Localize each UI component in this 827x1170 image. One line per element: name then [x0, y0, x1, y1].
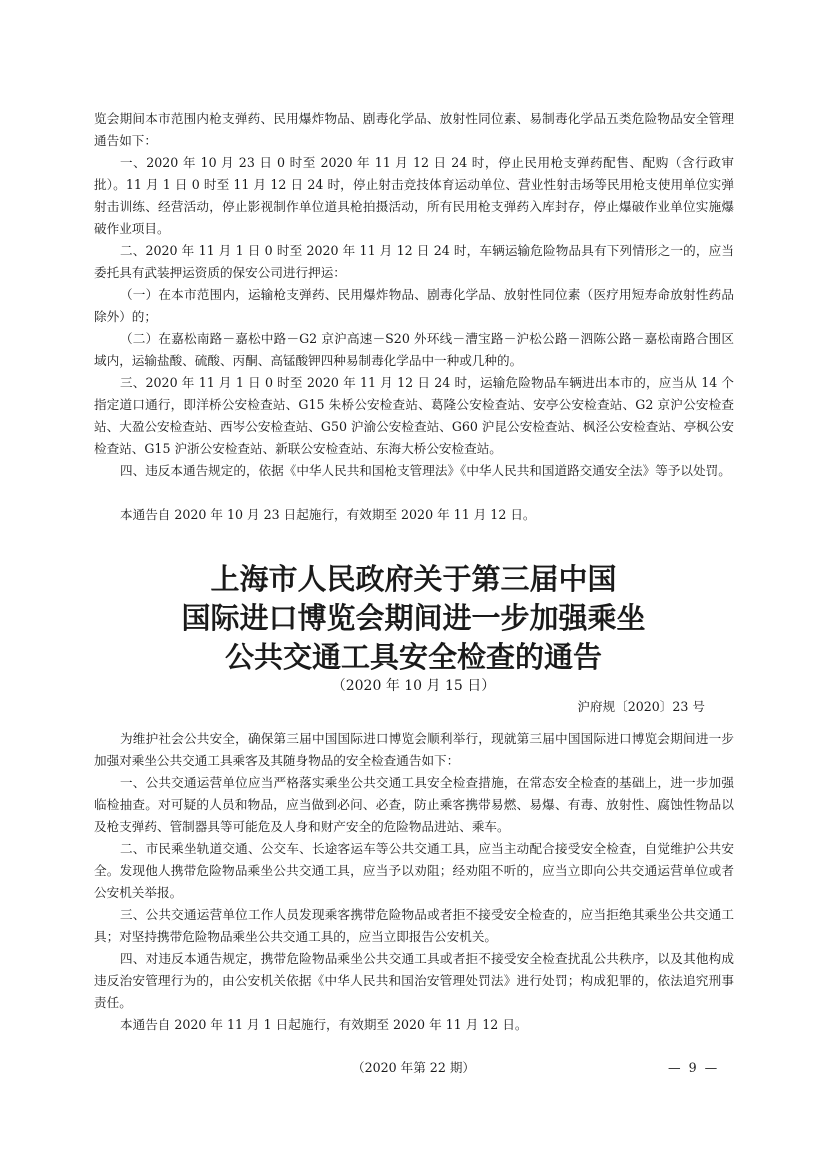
notice-item-3: 三、公共交通运营单位工作人员发现乘客携带危险物品或者拒不接受安全检查的，应当拒绝其乘坐公共交通工具；对坚持携带危险物品乘坐公共交通工具的，应当立即报告公安机关。: [94, 907, 734, 944]
prev-notice-effective: 本通告自 2020 年 10 月 23 日起施行，有效期至 2020 年 11 月 12 日。: [120, 507, 536, 522]
notice-item-4: 四、对违反本通告规定，携带危险物品乘坐公共交通工具或者拒不接受安全检查扰乱公共秩序，以及其他构成违反治安管理行为的，由公安机关依据《中华人民共和国治安管理处罚法》进行处罚；构成犯罪的，依法追究刑事责任。: [94, 951, 734, 1010]
prev-notice-intro: 览会期间本市范围内枪支弹药、民用爆炸物品、剧毒化学品、放射性同位素、易制毒化学品五类危险物品安全管理通告如下：: [94, 111, 734, 148]
prev-notice-item-4: 四、违反本通告规定的，依据《中华人民共和国枪支管理法》《中华人民共和国道路交通安全法》等予以处罚。: [120, 463, 731, 478]
notice-document-number: 沪府规〔2020〕23 号: [577, 699, 705, 714]
prev-notice-item-2: 二、2020 年 11 月 1 日 0 时至 2020 年 11 月 12 日 24 时，车辆运输危险物品具有下列情形之一的，应当委托具有武装押运资质的保安公司进行押运：: [94, 243, 734, 280]
notice-item-1: 一、公共交通运营单位应当严格落实乘坐公共交通工具安全检查措施，在常态安全检查的基础上，进一步加强临检抽查。对可疑的人员和物品，应当做到必问、必查，防止乘客携带易燃、易爆、有毒、放射性、腐蚀性物品以及枪支弹药、管制器具等可能危及人身和财产安全的危险物品进站、乘车。: [94, 775, 734, 834]
notice-title-line-1: 上海市人民政府关于第三届中国: [210, 562, 617, 596]
notice-title-line-3: 公共交通工具安全检查的通告: [224, 640, 602, 674]
prev-notice-item-2-1: （一）在本市范围内，运输枪支弹药、民用爆炸物品、剧毒化学品、放射性同位素（医疗用短寿命放射性药品除外）的；: [94, 287, 734, 324]
notice-title-line-2: 国际进口博览会期间进一步加强乘坐: [181, 601, 646, 635]
prev-notice-item-1: 一、2020 年 10 月 23 日 0 时至 2020 年 11 月 12 日 24 时，停止民用枪支弹药配售、配购（含行政审批）。11 月 1 日 0 时至 11 月 12 日 24 时，停止射击竞技体育运动单位、营业性射击场等民用枪支使用单位实弹射击训练、经营活动，停止影视制作单位道具枪拍摄活动，所有民用枪支弹药入库封存，停止爆破作业单位实施爆破作业项目。: [94, 155, 734, 236]
issue-number: （2020 年第 22 期）: [351, 1060, 476, 1075]
notice-item-2: 二、市民乘坐轨道交通、公交车、长途客运车等公共交通工具，应当主动配合接受安全检查，自觉维护公共安全。发现他人携带危险物品乘坐公共交通工具，应当予以劝阻；经劝阻不听的，应当立即向公共交通运营单位或者公安机关举报。: [94, 841, 734, 900]
notice-intro: 为维护社会公共安全，确保第三届中国国际进口博览会顺利举行，现就第三届中国国际进口博览会期间进一步加强对乘坐公共交通工具乘客及其随身物品的安全检查通告如下：: [94, 731, 734, 768]
prev-notice-item-3: 三、2020 年 11 月 1 日 0 时至 2020 年 11 月 12 日 24 时，运输危险物品车辆进出本市的，应当从 14 个指定道口通行，即洋桥公安检查站、G15 朱桥公安检查站、葛隆公安检查站、安亭公安检查站、G2 京沪公安检查站、大盈公安检查站、西岑公安检查站、G50 沪渝公安检查站、G60 沪昆公安检查站、枫泾公安检查站、亭枫公安检查站、G15 沪浙公安检查站、新联公安检查站、东海大桥公安检查站。: [94, 375, 734, 456]
notice-date: （2020 年 10 月 15 日）: [331, 678, 496, 694]
notice-effective: 本通告自 2020 年 11 月 1 日起施行，有效期至 2020 年 11 月 12 日。: [120, 1017, 528, 1032]
page-number: — 9 —: [668, 1060, 720, 1075]
prev-notice-item-2-2: （二）在嘉松南路－嘉松中路－G2 京沪高速－S20 外环线－漕宝路－沪松公路－泗陈公路－嘉松南路合围区域内，运输盐酸、硫酸、丙酮、高锰酸钾四种易制毒化学品中一种或几种的。: [94, 331, 734, 368]
